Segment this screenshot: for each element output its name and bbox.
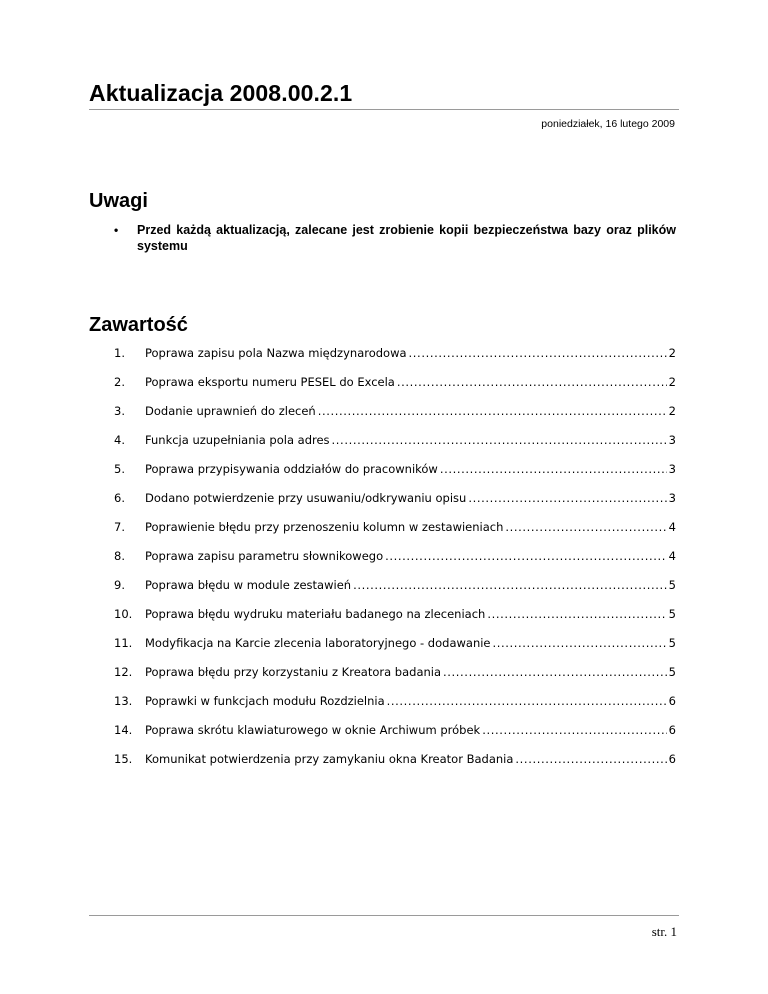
toc-entry-label: Modyfikacja na Karcie zlecenia laboratoryjnego - dodawanie xyxy=(145,636,491,650)
toc-entry-number: 6. xyxy=(114,491,125,505)
toc-entry-number: 8. xyxy=(114,549,125,563)
toc-entry-number: 11. xyxy=(114,636,133,650)
toc-entry-label: Poprawa przypisywania oddziałów do pracowników xyxy=(145,462,438,476)
toc-entry[interactable] xyxy=(114,636,676,665)
toc-entry-number: 5. xyxy=(114,462,125,476)
toc-dot-leader xyxy=(515,752,666,766)
toc-entry[interactable] xyxy=(114,549,676,578)
toc-entry[interactable] xyxy=(114,346,676,375)
bullet-marker: • xyxy=(114,223,119,237)
toc-entry-label: Poprawki w funkcjach modułu Rozdzielnia xyxy=(145,694,385,708)
toc-entry[interactable] xyxy=(114,433,676,462)
toc-entry-page: 4 xyxy=(668,520,676,534)
toc-dot-leader xyxy=(332,433,667,447)
toc-dot-leader xyxy=(409,346,667,360)
toc-entry-number: 2. xyxy=(114,375,125,389)
toc-entry-label: Poprawa skrótu klawiaturowego w oknie Archiwum próbek xyxy=(145,723,481,737)
toc-entry[interactable] xyxy=(114,607,676,636)
toc-entry-number: 9. xyxy=(114,578,125,592)
toc-dot-leader xyxy=(353,578,667,592)
toc-entry[interactable] xyxy=(114,578,676,607)
note-item: Przed każdą aktualizacją, zalecane jest zrobienie kopii bezpieczeństwa bazy oraz plików systemu xyxy=(137,223,676,253)
toc-entry-label: Poprawa zapisu pola Nazwa międzynarodowa xyxy=(145,346,407,360)
toc-entry-number: 1. xyxy=(114,346,125,360)
page-number: str. 1 xyxy=(651,924,677,939)
toc-entry-page: 5 xyxy=(668,578,676,592)
toc-entry-number: 14. xyxy=(114,723,133,737)
toc-dot-leader xyxy=(443,665,667,679)
table-of-contents xyxy=(114,346,676,781)
toc-entry[interactable] xyxy=(114,520,676,549)
toc-dot-leader xyxy=(387,694,667,708)
toc-entry-label: Poprawa zapisu parametru słownikowego xyxy=(145,549,384,563)
toc-entry-label: Poprawienie błędu przy przenoszeniu kolumn w zestawieniach xyxy=(145,520,504,534)
toc-dot-leader xyxy=(440,462,667,476)
toc-entry-page: 3 xyxy=(668,491,676,505)
document-title: Aktualizacja 2008.00.2.1 xyxy=(89,80,353,106)
notes-heading: Uwagi xyxy=(89,190,148,212)
toc-entry-label: Poprawa błędu wydruku materiału badanego na zleceniach xyxy=(145,607,486,621)
toc-dot-leader xyxy=(385,549,667,563)
toc-entry-page: 2 xyxy=(668,375,676,389)
toc-entry[interactable] xyxy=(114,462,676,491)
toc-entry-page: 3 xyxy=(668,433,676,447)
document-date: poniedziałek, 16 lutego 2009 xyxy=(541,118,675,130)
toc-entry-label: Poprawa błędu przy korzystaniu z Kreatora badania xyxy=(145,665,442,679)
toc-entry-number: 12. xyxy=(114,665,133,679)
toc-entry-page: 6 xyxy=(668,752,676,766)
toc-entry-label: Dodano potwierdzenie przy usuwaniu/odkrywaniu opisu xyxy=(145,491,467,505)
toc-entry-page: 3 xyxy=(668,462,676,476)
toc-dot-leader xyxy=(468,491,666,505)
toc-entry-label: Funkcja uzupełniania pola adres xyxy=(145,433,330,447)
title-divider xyxy=(89,109,679,110)
toc-entry-page: 6 xyxy=(668,694,676,708)
footer-divider xyxy=(89,915,679,916)
toc-entry-number: 4. xyxy=(114,433,125,447)
toc-entry-label: Poprawa eksportu numeru PESEL do Excela xyxy=(145,375,395,389)
toc-entry[interactable] xyxy=(114,491,676,520)
toc-entry[interactable] xyxy=(114,404,676,433)
toc-dot-leader xyxy=(505,520,666,534)
toc-entry-page: 5 xyxy=(668,665,676,679)
toc-entry-label: Dodanie uprawnień do zleceń xyxy=(145,404,316,418)
notes-list xyxy=(114,222,676,254)
toc-heading: Zawartość xyxy=(89,314,188,336)
toc-entry-page: 2 xyxy=(668,404,676,418)
toc-entry[interactable] xyxy=(114,665,676,694)
toc-dot-leader xyxy=(493,636,667,650)
toc-entry-number: 13. xyxy=(114,694,133,708)
toc-entry-number: 7. xyxy=(114,520,125,534)
toc-entry-page: 5 xyxy=(668,607,676,621)
toc-entry-label: Komunikat potwierdzenia przy zamykaniu okna Kreator Badania xyxy=(145,752,514,766)
toc-entry-number: 3. xyxy=(114,404,125,418)
toc-entry[interactable] xyxy=(114,723,676,752)
toc-entry-page: 4 xyxy=(668,549,676,563)
toc-entry-page: 2 xyxy=(668,346,676,360)
toc-entry[interactable] xyxy=(114,375,676,404)
toc-entry[interactable] xyxy=(114,694,676,723)
toc-dot-leader xyxy=(397,375,667,389)
toc-dot-leader xyxy=(482,723,666,737)
toc-entry-page: 6 xyxy=(668,723,676,737)
toc-entry-label: Poprawa błędu w module zestawień xyxy=(145,578,352,592)
toc-entry-page: 5 xyxy=(668,636,676,650)
toc-entry[interactable] xyxy=(114,752,676,781)
toc-dot-leader xyxy=(318,404,667,418)
toc-entry-number: 15. xyxy=(114,752,133,766)
toc-entry-number: 10. xyxy=(114,607,133,621)
toc-dot-leader xyxy=(487,607,666,621)
